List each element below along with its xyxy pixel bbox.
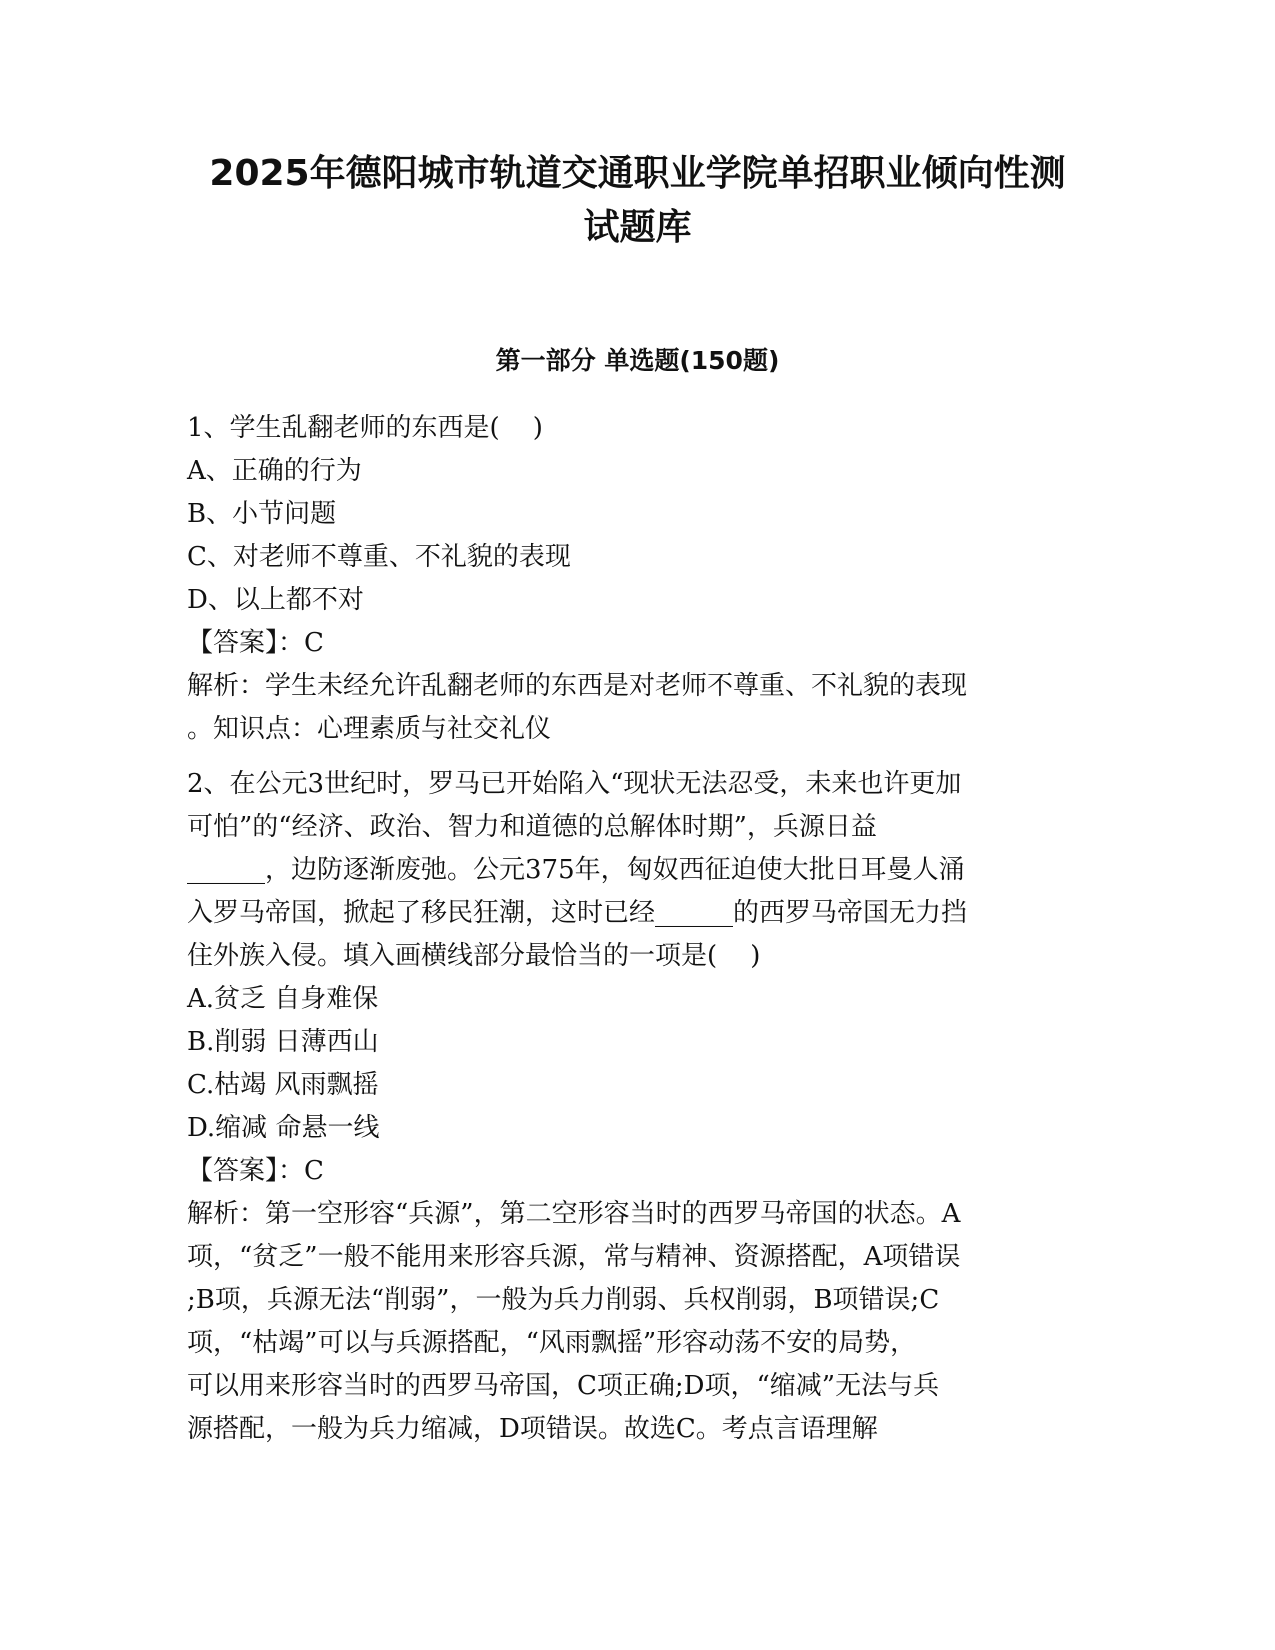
- document-title-line-1: 2025年德阳城市轨道交通职业学院单招职业倾向性测: [209, 153, 1066, 194]
- explanation-line: ;B项，兵源无法“削弱”，一般为兵力削弱、兵权削弱，B项错误;C: [187, 1285, 940, 1315]
- question-list: [187, 407, 1087, 1451]
- explanation-line: 可以用来形容当时的西罗马帝国，C项正确;D项，“缩减”无法与兵: [187, 1371, 940, 1401]
- question-1: [187, 407, 1087, 751]
- question-spacer: [187, 751, 1087, 763]
- question-stem-line: 2、在公元3世纪时，罗马已开始陷入“现状无法忍受，未来也许更加: [187, 769, 962, 799]
- explanation-line: 项，“贫乏”一般不能用来形容兵源，常与精神、资源搭配，A项错误: [187, 1242, 961, 1272]
- answer: 【答案】：C: [187, 1156, 324, 1186]
- question-stem-line: ______，边防逐渐废弛。公元375年，匈奴西征迫使大批日耳曼人涌: [187, 855, 965, 885]
- explanation-line: 源搭配，一般为兵力缩减，D项错误。故选C。考点言语理解: [187, 1414, 878, 1444]
- option-c: C、对老师不尊重、不礼貌的表现: [187, 542, 571, 572]
- question-stem: 1、学生乱翻老师的东西是( ): [187, 413, 543, 443]
- option-b: B.削弱 日薄西山: [187, 1027, 379, 1057]
- question-2: [187, 763, 1087, 1451]
- option-d: D.缩减 命悬一线: [187, 1113, 380, 1143]
- explanation-line: 解析：学生未经允许乱翻老师的东西是对老师不尊重、不礼貌的表现: [187, 671, 968, 701]
- explanation-line: 。知识点：心理素质与社交礼仪: [187, 714, 552, 744]
- explanation-line: 解析：第一空形容“兵源”，第二空形容当时的西罗马帝国的状态。A: [187, 1199, 961, 1229]
- option-c: C.枯竭 风雨飘摇: [187, 1070, 379, 1100]
- section-heading: 第一部分 单选题(150题): [495, 346, 780, 375]
- question-stem-line: 住外族入侵。填入画横线部分最恰当的一项是( ): [187, 941, 761, 971]
- answer: 【答案】：C: [187, 628, 324, 658]
- explanation-line: 项，“枯竭”可以与兵源搭配，“风雨飘摇”形容动荡不安的局势，: [187, 1328, 917, 1358]
- option-a: A.贫乏 自身难保: [187, 984, 379, 1014]
- document-title-line-2: 试题库: [583, 207, 692, 248]
- question-stem-line: 入罗马帝国，掀起了移民狂潮，这时已经______的西罗马帝国无力挡: [187, 898, 968, 928]
- question-stem-line: 可怕”的“经济、政治、智力和道德的总解体时期”，兵源日益: [187, 812, 877, 842]
- option-d: D、以上都不对: [187, 585, 364, 615]
- option-b: B、小节问题: [187, 499, 337, 529]
- option-a: A、正确的行为: [187, 456, 362, 486]
